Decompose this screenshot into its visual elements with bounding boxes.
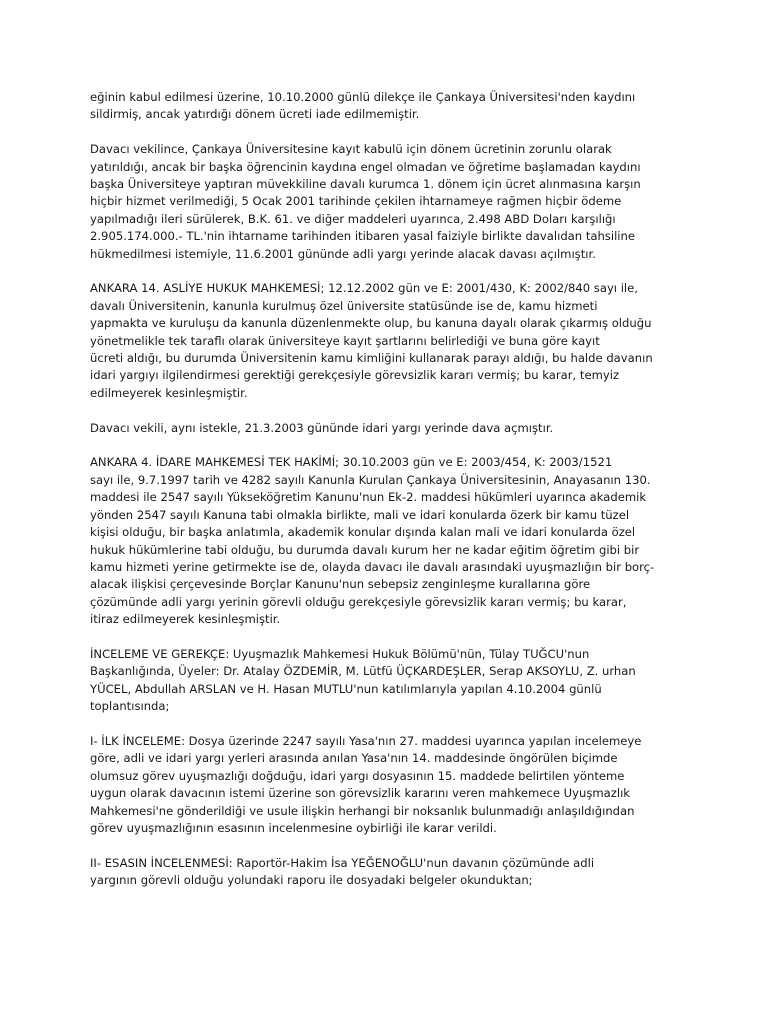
text-line: yatırıldığı, ancak bir başka öğrencinin kaydına engel olmadan ve öğretime başlamadan kaydını — [90, 159, 641, 174]
text-line: Davacı vekilince, Çankaya Üniversitesine kayıt kabulü için dönem ücretinin zorunlu olarak — [90, 142, 612, 157]
text-line: göre, adli ve idari yargı yerleri arasında anılan Yasa'nın 14. maddesinde öngörülen biçimde — [90, 751, 618, 766]
text-line: Başkanlığında, Üyeler: Dr. Atalay ÖZDEMİR, M. Lütfü ÜÇKARDEŞLER, Serap AKSOYLU, Z. urhan — [90, 664, 636, 679]
text-line: yargının görevli olduğu yolundaki raporu ile dosyadaki belgeler okunduktan; — [90, 873, 533, 888]
text-line: hukuk hükümlerine tabi olduğu, bu durumda davalı kurum her ne kadar eğitim öğretim gibi bir — [90, 542, 640, 557]
text-line: edilmeyerek kesinleşmiştir. — [90, 385, 248, 400]
document-paragraph — [90, 141, 690, 263]
text-line: idari yargıyı ilgilendirmesi gerektiği gerekçesiyle görevsizlik kararı vermiş; bu karar, temyiz — [90, 368, 620, 383]
text-line: ANKARA 14. ASLİYE HUKUK MAHKEMESİ; 12.12.2002 gün ve E: 2001/430, K: 2002/840 sayı ile, — [90, 281, 638, 296]
document-paragraph — [90, 733, 690, 837]
text-line: yapılmadığı ileri sürülerek, B.K. 61. ve diğer maddeleri uyarınca, 2.498 ABD Doları karşılığı — [90, 211, 616, 226]
text-line: Davacı vekili, aynı istekle, 21.3.2003 gününde idari yargı yerinde dava açmıştır. — [90, 420, 554, 435]
text-line: görev uyuşmazlığının esasının incelenmesine oybirliği ile karar verildi. — [90, 820, 497, 835]
text-line: toplantısında; — [90, 699, 170, 714]
document-paragraph — [90, 280, 690, 402]
text-line: hükmedilmesi istemiyle, 11.6.2001 gününde adli yargı yerinde alacak davası açılmıştır. — [90, 246, 596, 261]
text-line: ücreti aldığı, bu durumda Üniversitenin kamu kimliğini kullanarak parayı aldığı, bu halde davanın — [90, 351, 653, 366]
document-paragraph — [90, 89, 690, 124]
document-paragraph — [90, 454, 690, 628]
text-line: başka Üniversiteye yaptıran müvekkiline davalı kurumca 1. dönem için ücret alınmasına karşın — [90, 177, 641, 192]
text-line: sayı ile, 9.7.1997 tarih ve 4282 sayılı Kanunla Kurulan Çankaya Üniversitesinin, Anayasanın 130. — [90, 472, 651, 487]
text-line: II- ESASIN İNCELENMESİ: Raportör-Hakim İsa YEĞENOĞLU'nun davanın çözümünde adli — [90, 855, 595, 870]
text-line: eğinin kabul edilmesi üzerine, 10.10.2000 günlü dilekçe ile Çankaya Üniversitesi'nden kaydını — [90, 90, 636, 104]
text-line: Mahkemesi'ne gönderildiği ve usule ilişkin herhangi bir noksanlık bulunmadığı anlaşıldığından — [90, 803, 635, 818]
text-line: yapmakta ve kuruluşu da kanunla düzenlenmekte olup, bu kanuna dayalı olarak çıkarmış olduğu — [90, 316, 652, 331]
text-line: YÜCEL, Abdullah ARSLAN ve H. Hasan MUTLU'nun katılımlarıyla yapılan 4.10.2004 günlü — [90, 681, 602, 696]
text-line: yönden 2547 sayılı Kanuna tabi olmakla birlikte, mali ve idari konularda özerk bir kamu tüzel — [90, 507, 630, 522]
text-line: davalı Üniversitenin, kanunla kurulmuş özel üniversite statüsünde ise de, kamu hizmeti — [90, 298, 598, 313]
text-line: hiçbir hizmet verilmediği, 5 Ocak 2001 tarihinde çekilen ihtarnameye rağmen hiçbir ödeme — [90, 194, 622, 209]
document-paragraph — [90, 646, 690, 716]
text-line: çözümünde adli yargı yerinin görevli olduğu gerekçesiyle görevsizlik kararı vermiş; bu karar, — [90, 594, 627, 609]
text-line: olumsuz görev uyuşmazlığı doğduğu, idari yargı dosyasının 15. maddede belirtilen yönteme — [90, 768, 625, 783]
text-line: itiraz edilmeyerek kesinleşmiştir. — [90, 612, 281, 627]
text-line: maddesi ile 2547 sayılı Yükseköğretim Kanunu'nun Ek-2. maddesi hükümleri uyarınca akademik — [90, 490, 647, 505]
text-line: 2.905.174.000.- TL.'nin ihtarname tarihinden itibaren yasal faiziyle birlikte davalıdan tahsiline — [90, 229, 635, 244]
text-line: kamu hizmeti yerine getirmekte ise de, olayda davacı ile davalı arasındaki uyuşmazlığın bir borç- — [90, 559, 655, 574]
text-line: yönetmelikle tek taraflı olarak üniversiteye kayıt şartlarını belirlediği ve buna göre kayıt — [90, 333, 600, 348]
text-line: sildirmiş, ancak yatırdığı dönem ücreti iade edilmemiştir. — [90, 107, 420, 122]
text-line: kişisi olduğu, bir başka anlatımla, akademik konular dışında kalan mali ve idari konularda özel — [90, 525, 636, 540]
text-line: uygun olarak davacının istemi üzerine son görevsizlik kararını veren mahkemece Uyuşmazlık — [90, 786, 631, 801]
text-line: I- İLK İNCELEME: Dosya üzerinde 2247 sayılı Yasa'nın 27. maddesi uyarınca yapılan incelemeye — [90, 733, 642, 748]
document-body — [90, 89, 690, 907]
document-paragraph — [90, 855, 690, 890]
text-line: ANKARA 4. İDARE MAHKEMESİ TEK HAKİMİ; 30.10.2003 gün ve E: 2003/454, K: 2003/1521 — [90, 455, 613, 470]
text-line: İNCELEME VE GEREKÇE: Uyuşmazlık Mahkemesi Hukuk Bölümü'nün, Tülay TUĞCU'nun — [90, 646, 590, 661]
text-line: alacak ilişkisi çerçevesinde Borçlar Kanunu'nun sebepsiz zenginleşme kurallarına göre — [90, 577, 591, 592]
document-paragraph — [90, 420, 690, 437]
